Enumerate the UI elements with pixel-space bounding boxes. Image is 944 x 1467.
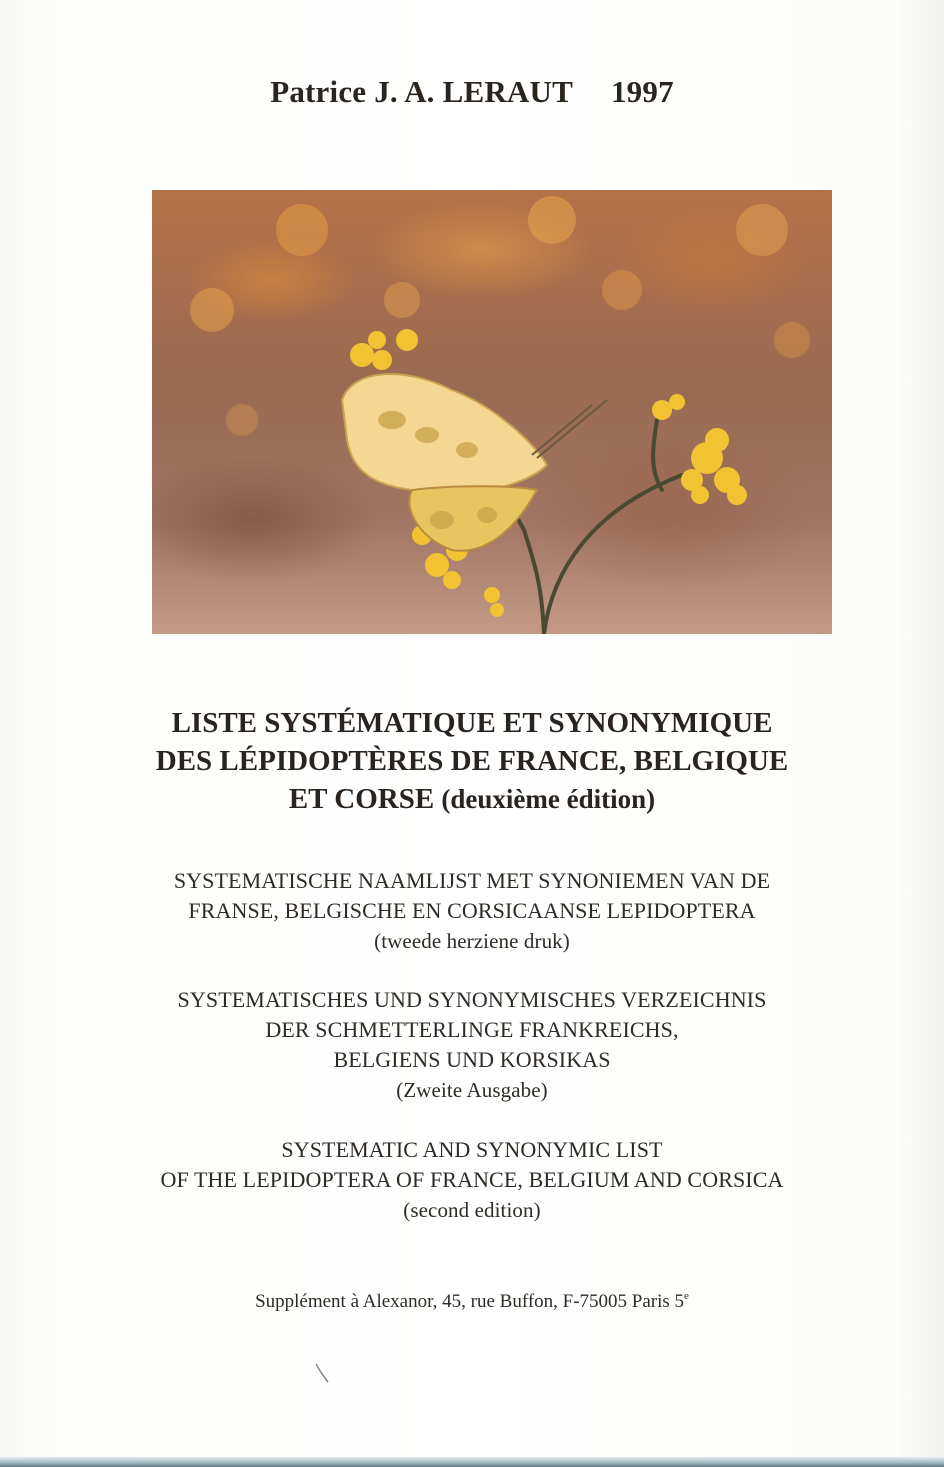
german-title-line-1: SYSTEMATISCHES UND SYNONYMISCHES VERZEICHNIS [177, 987, 767, 1012]
cover-photo-butterfly [152, 190, 832, 634]
butterfly [342, 374, 607, 551]
background-blossoms [190, 196, 810, 436]
print-speck [314, 1362, 332, 1386]
publisher-footer [0, 1290, 944, 1313]
french-title-line-3: ET CORSE [288, 783, 435, 815]
english-title-line-1: SYSTEMATIC AND SYNONYMIC LIST [281, 1137, 663, 1162]
author-name: Patrice J. A. LERAUT [270, 74, 573, 109]
french-title-line-1: LISTE SYSTÉMATIQUE ET SYNONYMIQUE [171, 707, 773, 739]
german-title-line-2: DER SCHMETTERLINGE FRANKREICHS, [265, 1017, 679, 1042]
dutch-title-line-2: FRANSE, BELGISCHE EN CORSICAANSE LEPIDOPTERA [188, 898, 756, 923]
german-edition: (Zweite Ausgabe) [396, 1078, 548, 1102]
dutch-edition: (tweede herziene druk) [374, 929, 570, 953]
butterfly-illustration [152, 190, 832, 634]
publisher-address: Supplément à Alexanor, 45, rue Buffon, F-75005 Paris 5 [255, 1291, 685, 1312]
author-line [0, 74, 944, 110]
dutch-title-line-1: SYSTEMATISCHE NAAMLIJST MET SYNONIEMEN VAN DE [173, 868, 771, 893]
english-title-line-2: OF THE LEPIDOPTERA OF FRANCE, BELGIUM AND CORSICA [160, 1167, 784, 1192]
page-bottom-edge [0, 1457, 944, 1467]
publication-year: 1997 [610, 74, 674, 109]
german-title-line-3: BELGIENS UND KORSIKAS [333, 1047, 611, 1072]
dutch-title [0, 866, 944, 956]
french-edition: (deuxième édition) [441, 784, 656, 814]
english-title [0, 1135, 944, 1225]
arrondissement-suffix: e [684, 1290, 689, 1302]
german-title [0, 985, 944, 1105]
french-title [0, 704, 944, 818]
english-edition: (second edition) [403, 1198, 541, 1222]
french-title-line-2: DES LÉPIDOPTÈRES DE FRANCE, BELGIQUE [155, 745, 789, 777]
